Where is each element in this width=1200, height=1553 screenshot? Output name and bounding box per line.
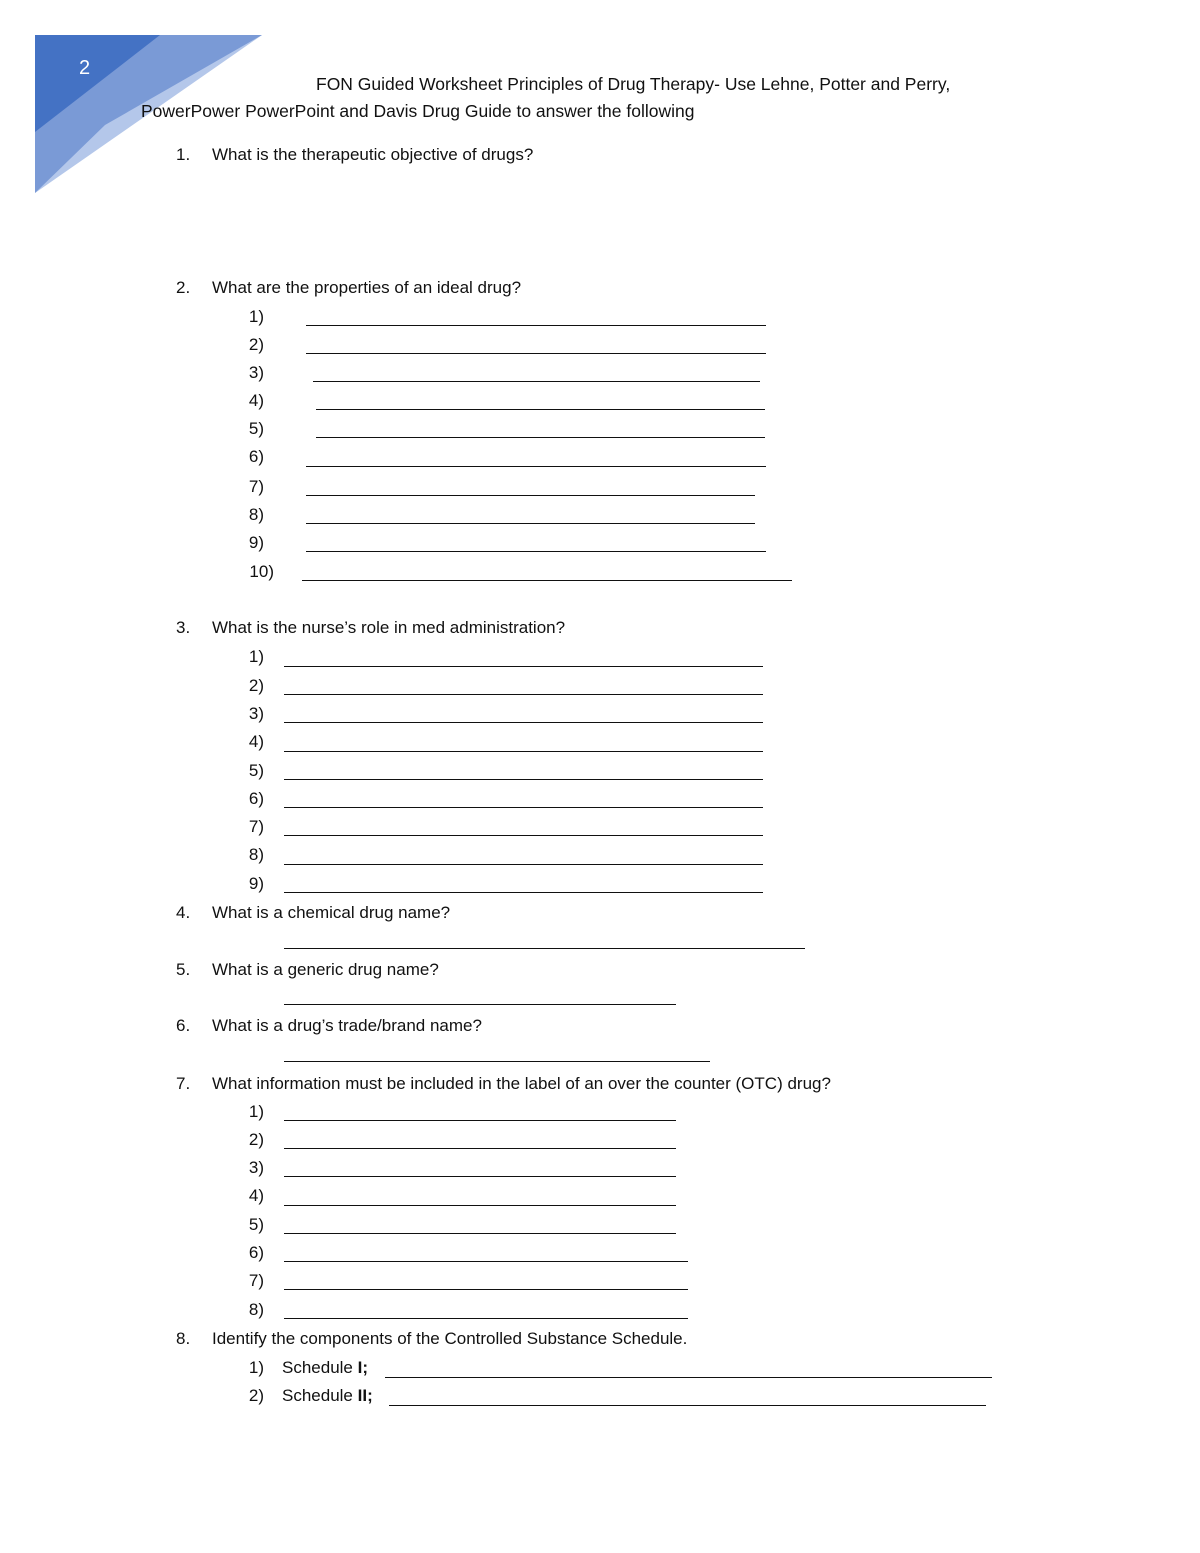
- question-text: What is the therapeutic objective of drugs?: [212, 145, 534, 164]
- schedule-prefix: Schedule: [282, 1386, 358, 1405]
- answer-blank[interactable]: [284, 1289, 688, 1290]
- answer-blank[interactable]: [284, 1061, 710, 1062]
- list-item-label: 6): [248, 447, 264, 466]
- corner-decoration: [0, 0, 270, 200]
- question-2: [176, 278, 521, 298]
- list-item-label: 3): [248, 704, 264, 723]
- question-text: What are the properties of an ideal drug?: [212, 278, 522, 297]
- list-item-label: 8): [248, 505, 264, 524]
- question-text: Identify the components of the Controlled Substance Schedule.: [212, 1329, 688, 1348]
- answer-blank[interactable]: [284, 892, 763, 893]
- list-item-label: 5): [248, 419, 264, 438]
- list-item-label: 1): [248, 1102, 264, 1121]
- schedule-item: [228, 1358, 368, 1378]
- answer-blank[interactable]: [284, 1176, 676, 1177]
- answer-blank[interactable]: [284, 1205, 676, 1206]
- answer-blank[interactable]: [306, 353, 766, 354]
- answer-blank[interactable]: [284, 835, 763, 836]
- list-item-label: 7): [248, 1271, 264, 1290]
- list-item-label: 4): [248, 391, 264, 410]
- question-number: 8.: [176, 1329, 191, 1348]
- page-number: 2: [79, 57, 91, 79]
- answer-blank[interactable]: [302, 580, 792, 581]
- list-item-label: 6): [248, 1243, 264, 1262]
- list-item-label: 9): [248, 533, 264, 552]
- answer-blank[interactable]: [284, 948, 805, 949]
- question-text: What is the nurse’s role in med administration?: [212, 618, 566, 637]
- answer-blank[interactable]: [306, 523, 755, 524]
- list-item-label: 1): [248, 647, 264, 666]
- answer-blank[interactable]: [316, 437, 765, 438]
- question-number: 4.: [176, 903, 191, 922]
- question-text: What information must be included in the label of an over the counter (OTC) drug?: [212, 1074, 831, 1093]
- answer-blank[interactable]: [284, 1318, 688, 1319]
- list-item-label: 5): [248, 1215, 264, 1234]
- list-item-label: 1): [248, 1358, 264, 1377]
- list-item-label: 2): [248, 1130, 264, 1149]
- answer-blank[interactable]: [306, 495, 755, 496]
- question-4: [176, 903, 450, 923]
- list-item-label: 1): [248, 307, 264, 326]
- answer-blank[interactable]: [284, 1148, 676, 1149]
- answer-blank[interactable]: [284, 666, 763, 667]
- question-number: 7.: [176, 1074, 191, 1093]
- list-item-label: 3): [248, 363, 264, 382]
- list-item-label: 6): [248, 789, 264, 808]
- question-8: [176, 1329, 687, 1349]
- answer-blank[interactable]: [385, 1377, 992, 1378]
- worksheet-title-line-2: PowerPower PowerPoint and Davis Drug Guide to answer the following: [141, 101, 695, 121]
- answer-blank[interactable]: [284, 807, 763, 808]
- schedule-roman: II: [357, 1386, 368, 1405]
- answer-blank[interactable]: [284, 779, 763, 780]
- question-text: What is a chemical drug name?: [212, 903, 451, 922]
- worksheet-title-line-1: FON Guided Worksheet Principles of Drug Therapy- Use Lehne, Potter and Perry,: [316, 74, 951, 94]
- answer-blank[interactable]: [389, 1405, 986, 1406]
- question-number: 5.: [176, 960, 191, 979]
- question-number: 3.: [176, 618, 191, 637]
- list-item-label: 2): [248, 1386, 264, 1405]
- list-item-label: 2): [248, 335, 264, 354]
- schedule-semicolon: ;: [362, 1358, 369, 1377]
- answer-blank[interactable]: [316, 409, 765, 410]
- list-item-label: 9): [248, 874, 264, 893]
- list-item-label: 7): [248, 477, 264, 496]
- schedule-prefix: Schedule: [282, 1358, 358, 1377]
- question-number: 1.: [176, 145, 191, 164]
- list-item-label: 4): [248, 732, 264, 751]
- list-item-label: 8): [248, 1300, 264, 1319]
- list-item-label: 7): [248, 817, 264, 836]
- schedule-roman: I: [357, 1358, 363, 1377]
- answer-blank[interactable]: [306, 466, 766, 467]
- answer-blank[interactable]: [284, 1261, 688, 1262]
- answer-blank[interactable]: [284, 864, 763, 865]
- answer-blank[interactable]: [284, 1120, 676, 1121]
- list-item-label: 4): [248, 1186, 264, 1205]
- list-item-label: 2): [248, 676, 264, 695]
- answer-blank[interactable]: [284, 722, 763, 723]
- answer-blank[interactable]: [313, 381, 760, 382]
- answer-blank[interactable]: [306, 325, 766, 326]
- schedule-item: [228, 1386, 373, 1406]
- question-text: What is a generic drug name?: [212, 960, 439, 979]
- answer-blank[interactable]: [306, 551, 766, 552]
- question-3: [176, 618, 565, 638]
- list-item-label: 3): [248, 1158, 264, 1177]
- answer-blank[interactable]: [284, 1233, 676, 1234]
- list-item-label: 8): [248, 845, 264, 864]
- question-text: What is a drug’s trade/brand name?: [212, 1016, 482, 1035]
- question-1: [176, 145, 533, 165]
- question-number: 2.: [176, 278, 191, 297]
- list-item-label: 10): [249, 562, 274, 581]
- answer-blank[interactable]: [284, 1004, 676, 1005]
- question-6: [176, 1016, 482, 1036]
- question-7: [176, 1074, 831, 1094]
- list-item-label: 5): [248, 761, 264, 780]
- answer-blank[interactable]: [284, 694, 763, 695]
- answer-blank[interactable]: [284, 751, 763, 752]
- question-5: [176, 960, 439, 980]
- schedule-semicolon: ;: [367, 1386, 373, 1405]
- question-number: 6.: [176, 1016, 191, 1035]
